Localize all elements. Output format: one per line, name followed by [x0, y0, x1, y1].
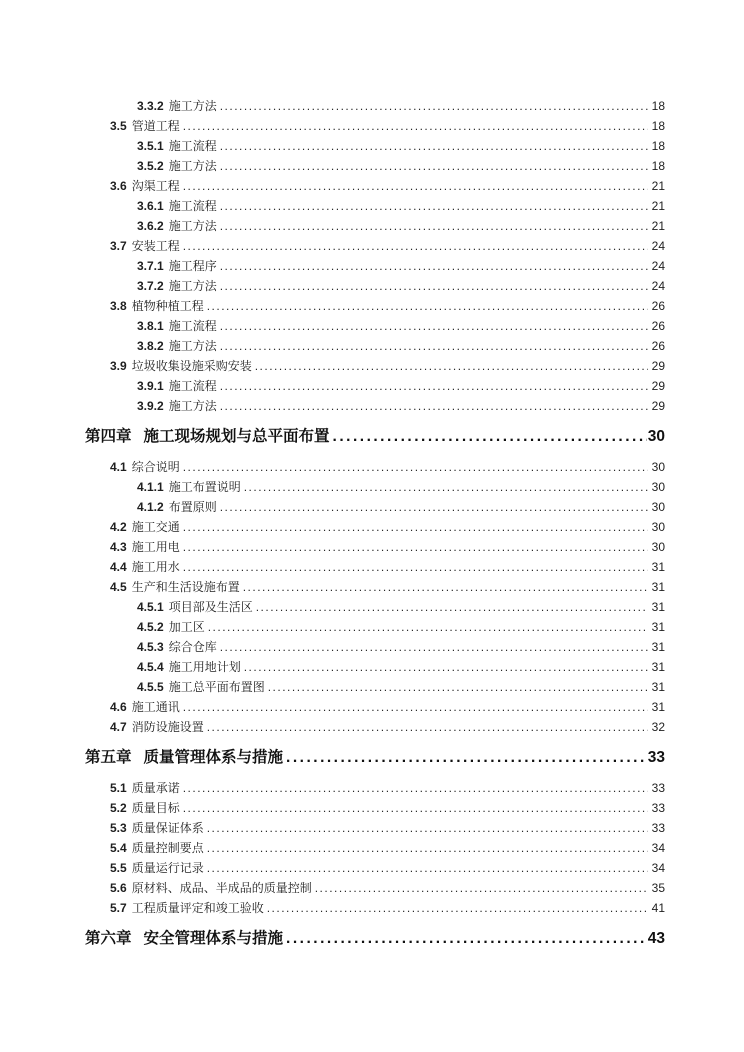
toc-entry[interactable] — [85, 356, 665, 376]
entry-page-number: 30 — [651, 460, 665, 474]
entry-title: 项目部及生活区 — [168, 600, 253, 614]
dot-leader — [255, 356, 648, 376]
entry-title: 施工方法 — [168, 279, 217, 293]
entry-number: 第四章 — [85, 428, 132, 445]
toc-chapter-entry[interactable] — [85, 425, 665, 449]
toc-entry[interactable] — [85, 256, 665, 276]
entry-page-number: 21 — [651, 179, 665, 193]
toc-entry[interactable] — [85, 858, 665, 878]
entry-number: 3.3.2 — [137, 99, 164, 113]
entry-title: 安装工程 — [131, 239, 180, 253]
entry-number: 4.5.4 — [137, 660, 164, 674]
entry-title: 安全管理体系与措施 — [143, 930, 284, 947]
entry-title: 沟渠工程 — [131, 179, 180, 193]
entry-page-number: 30 — [647, 428, 665, 445]
entry-page-number: 26 — [651, 339, 665, 353]
entry-title: 质量控制要点 — [131, 841, 204, 855]
entry-title: 施工程序 — [168, 259, 217, 273]
entry-number: 4.1 — [110, 460, 127, 474]
entry-number: 3.8.2 — [137, 339, 164, 353]
entry-title: 质量保证体系 — [131, 821, 204, 835]
entry-page-number: 18 — [651, 159, 665, 173]
toc-chapter-entry[interactable] — [85, 927, 665, 951]
entry-title: 施工总平面布置图 — [168, 680, 265, 694]
toc-entry[interactable] — [85, 316, 665, 336]
entry-number: 3.6 — [110, 179, 127, 193]
toc-entry[interactable] — [85, 396, 665, 416]
entry-number: 3.7.2 — [137, 279, 164, 293]
entry-page-number: 41 — [651, 901, 665, 915]
dot-leader — [183, 537, 648, 557]
dot-leader — [220, 256, 648, 276]
entry-number: 4.3 — [110, 540, 127, 554]
entry-title: 消防设施设置 — [131, 720, 204, 734]
dot-leader — [207, 838, 648, 858]
entry-number: 第六章 — [85, 930, 132, 947]
entry-title: 施工布置说明 — [168, 480, 241, 494]
entry-page-number: 33 — [647, 749, 665, 766]
entry-page-number: 33 — [651, 781, 665, 795]
entry-number: 4.5 — [110, 580, 127, 594]
entry-page-number: 18 — [651, 99, 665, 113]
dot-leader — [220, 196, 648, 216]
dot-leader — [243, 577, 648, 597]
entry-page-number: 31 — [651, 660, 665, 674]
toc-list — [85, 96, 665, 951]
entry-number: 3.6.2 — [137, 219, 164, 233]
entry-page-number: 31 — [651, 620, 665, 634]
dot-leader — [220, 136, 648, 156]
entry-number: 4.5.3 — [137, 640, 164, 654]
dot-leader — [220, 216, 648, 236]
entry-number: 5.1 — [110, 781, 127, 795]
entry-number: 5.2 — [110, 801, 127, 815]
toc-chapter-entry[interactable] — [85, 746, 665, 770]
entry-title: 工程质量评定和竣工验收 — [131, 901, 264, 915]
entry-page-number: 31 — [651, 580, 665, 594]
toc-entry[interactable] — [85, 798, 665, 818]
toc-entry[interactable] — [85, 577, 665, 597]
dot-leader — [286, 746, 647, 770]
toc-entry[interactable] — [85, 657, 665, 677]
toc-entry[interactable] — [85, 677, 665, 697]
entry-title: 施工流程 — [168, 379, 217, 393]
dot-leader — [183, 116, 648, 136]
toc-entry[interactable] — [85, 336, 665, 356]
toc-entry[interactable] — [85, 196, 665, 216]
toc-entry[interactable] — [85, 818, 665, 838]
dot-leader — [183, 517, 648, 537]
toc-entry[interactable] — [85, 637, 665, 657]
entry-number: 3.8 — [110, 299, 127, 313]
entry-number: 3.5.1 — [137, 139, 164, 153]
dot-leader — [183, 778, 648, 798]
entry-title: 施工现场规划与总平面布置 — [143, 428, 330, 445]
dot-leader — [220, 156, 648, 176]
dot-leader — [315, 878, 648, 898]
dot-leader — [220, 396, 648, 416]
entry-title: 施工用地计划 — [168, 660, 241, 674]
entry-page-number: 35 — [651, 881, 665, 895]
entry-number: 4.5.5 — [137, 680, 164, 694]
entry-title: 布置原则 — [168, 500, 217, 514]
entry-page-number: 29 — [651, 399, 665, 413]
entry-page-number: 31 — [651, 700, 665, 714]
entry-page-number: 31 — [651, 640, 665, 654]
entry-number: 3.6.1 — [137, 199, 164, 213]
dot-leader — [207, 296, 648, 316]
entry-number: 3.5.2 — [137, 159, 164, 173]
toc-entry[interactable] — [85, 477, 665, 497]
dot-leader — [220, 96, 648, 116]
entry-number: 5.3 — [110, 821, 127, 835]
entry-title: 施工用水 — [131, 560, 180, 574]
dot-leader — [267, 898, 648, 918]
entry-title: 质量承诺 — [131, 781, 180, 795]
dot-leader — [220, 497, 648, 517]
entry-title: 施工方法 — [168, 339, 217, 353]
entry-page-number: 30 — [651, 520, 665, 534]
entry-title: 施工交通 — [131, 520, 180, 534]
entry-page-number: 21 — [651, 219, 665, 233]
entry-page-number: 29 — [651, 379, 665, 393]
toc-entry[interactable] — [85, 537, 665, 557]
entry-title: 生产和生活设施布置 — [131, 580, 240, 594]
entry-title: 施工方法 — [168, 399, 217, 413]
dot-leader — [207, 717, 648, 737]
entry-title: 施工流程 — [168, 139, 217, 153]
entry-number: 3.7.1 — [137, 259, 164, 273]
dot-leader — [244, 477, 648, 497]
entry-number: 4.2 — [110, 520, 127, 534]
toc-entry[interactable] — [85, 376, 665, 396]
dot-leader — [208, 617, 648, 637]
entry-page-number: 29 — [651, 359, 665, 373]
dot-leader — [183, 697, 648, 717]
entry-page-number: 26 — [651, 319, 665, 333]
toc-entry[interactable] — [85, 557, 665, 577]
entry-title: 质量目标 — [131, 801, 180, 815]
entry-page-number: 26 — [651, 299, 665, 313]
dot-leader — [220, 376, 648, 396]
entry-page-number: 32 — [651, 720, 665, 734]
entry-number: 5.5 — [110, 861, 127, 875]
entry-page-number: 24 — [651, 239, 665, 253]
toc-entry[interactable] — [85, 617, 665, 637]
entry-title: 综合说明 — [131, 460, 180, 474]
entry-title: 加工区 — [168, 620, 205, 634]
entry-title: 施工方法 — [168, 159, 217, 173]
entry-number: 4.6 — [110, 700, 127, 714]
entry-number: 4.4 — [110, 560, 127, 574]
dot-leader — [183, 798, 648, 818]
entry-number: 4.5.1 — [137, 600, 164, 614]
entry-page-number: 18 — [651, 139, 665, 153]
entry-title: 原材料、成品、半成品的质量控制 — [131, 881, 312, 895]
toc-entry[interactable] — [85, 717, 665, 737]
dot-leader — [183, 236, 648, 256]
entry-number: 5.4 — [110, 841, 127, 855]
toc-entry[interactable] — [85, 497, 665, 517]
entry-page-number: 31 — [651, 560, 665, 574]
toc-entry[interactable] — [85, 457, 665, 477]
entry-number: 5.7 — [110, 901, 127, 915]
toc-entry[interactable] — [85, 236, 665, 256]
dot-leader — [220, 316, 648, 336]
entry-number: 第五章 — [85, 749, 132, 766]
entry-title: 质量管理体系与措施 — [143, 749, 284, 766]
entry-number: 3.8.1 — [137, 319, 164, 333]
dot-leader — [220, 276, 648, 296]
toc-entry[interactable] — [85, 156, 665, 176]
toc-entry[interactable] — [85, 216, 665, 236]
entry-page-number: 31 — [651, 600, 665, 614]
toc-entry[interactable] — [85, 176, 665, 196]
dot-leader — [333, 425, 647, 449]
entry-page-number: 21 — [651, 199, 665, 213]
entry-page-number: 30 — [651, 500, 665, 514]
dot-leader — [220, 336, 648, 356]
entry-title: 垃圾收集设施采购安装 — [131, 359, 252, 373]
dot-leader — [183, 557, 648, 577]
entry-title: 施工通讯 — [131, 700, 180, 714]
entry-number: 5.6 — [110, 881, 127, 895]
entry-number: 3.5 — [110, 119, 127, 133]
dot-leader — [244, 657, 648, 677]
toc-entry[interactable] — [85, 878, 665, 898]
toc-entry[interactable] — [85, 597, 665, 617]
entry-number: 4.1.2 — [137, 500, 164, 514]
entry-title: 施工用电 — [131, 540, 180, 554]
entry-number: 4.1.1 — [137, 480, 164, 494]
toc-entry[interactable] — [85, 778, 665, 798]
entry-number: 3.9 — [110, 359, 127, 373]
entry-number: 3.9.2 — [137, 399, 164, 413]
entry-page-number: 24 — [651, 259, 665, 273]
entry-page-number: 34 — [651, 841, 665, 855]
dot-leader — [183, 457, 648, 477]
toc-entry[interactable] — [85, 276, 665, 296]
entry-number: 3.7 — [110, 239, 127, 253]
entry-number: 4.5.2 — [137, 620, 164, 634]
entry-title: 植物种植工程 — [131, 299, 204, 313]
dot-leader — [220, 637, 648, 657]
toc-entry[interactable] — [85, 136, 665, 156]
entry-page-number: 33 — [651, 801, 665, 815]
toc-entry[interactable] — [85, 898, 665, 918]
entry-number: 3.9.1 — [137, 379, 164, 393]
entry-title: 施工流程 — [168, 199, 217, 213]
entry-title: 管道工程 — [131, 119, 180, 133]
entry-title: 施工方法 — [168, 99, 217, 113]
dot-leader — [268, 677, 648, 697]
toc-entry[interactable] — [85, 116, 665, 136]
entry-page-number: 31 — [651, 680, 665, 694]
entry-page-number: 33 — [651, 821, 665, 835]
entry-title: 综合仓库 — [168, 640, 217, 654]
entry-title: 施工方法 — [168, 219, 217, 233]
dot-leader — [207, 858, 648, 878]
entry-title: 质量运行记录 — [131, 861, 204, 875]
entry-page-number: 24 — [651, 279, 665, 293]
dot-leader — [256, 597, 648, 617]
entry-page-number: 43 — [647, 930, 665, 947]
entry-page-number: 30 — [651, 540, 665, 554]
toc-entry[interactable] — [85, 96, 665, 116]
entry-title: 施工流程 — [168, 319, 217, 333]
entry-page-number: 34 — [651, 861, 665, 875]
dot-leader — [207, 818, 648, 838]
entry-page-number: 30 — [651, 480, 665, 494]
toc-entry[interactable] — [85, 517, 665, 537]
entry-number: 4.7 — [110, 720, 127, 734]
toc-entry[interactable] — [85, 838, 665, 858]
dot-leader — [286, 927, 647, 951]
toc-entry[interactable] — [85, 296, 665, 316]
entry-page-number: 18 — [651, 119, 665, 133]
toc-entry[interactable] — [85, 697, 665, 717]
dot-leader — [183, 176, 648, 196]
